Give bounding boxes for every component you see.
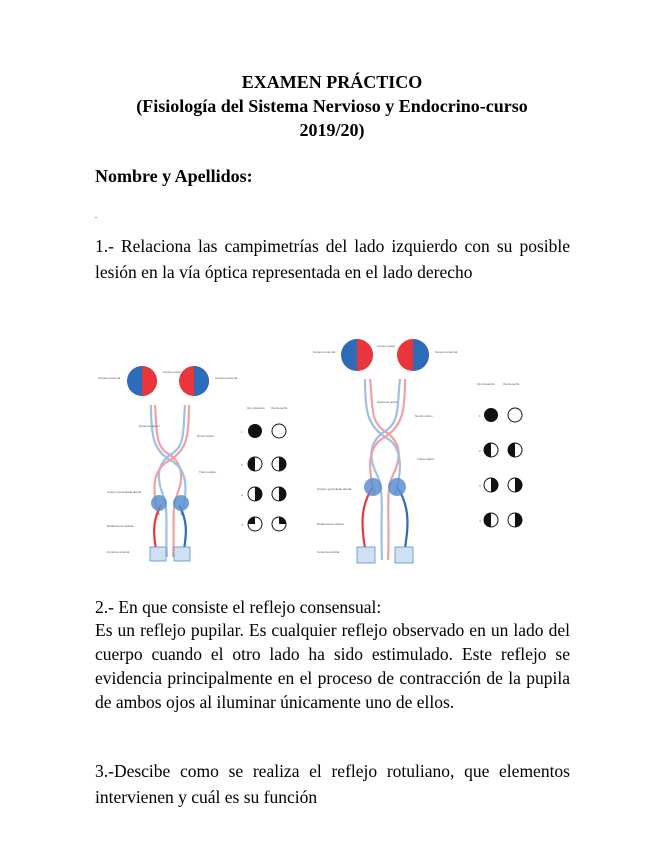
question-2: 2.- En que consiste el reflejo consensual: (95, 597, 382, 617)
label-lgn: Cuerpo geniculado lateral (317, 487, 352, 491)
figure-right-panel (313, 339, 522, 563)
label-nasal-field: Campo nasal (163, 370, 181, 374)
label-chiasm: Quiasma óptico (377, 400, 398, 404)
answer-2: Es un reflejo pupilar. Es cualquier reflejo observado en un lado del cuerpo cuando el otro lado ha sido estimulado. Este reflejo se evidencia principalmente en el proceso de contracción de la pupila de ambos ojos al iluminar únicamente uno de ellos. (95, 620, 570, 712)
campimetry-number: 2 (479, 449, 481, 453)
campimetry-number: 1 (479, 414, 481, 418)
label-left-eye: Ojo izquierdo (247, 406, 265, 410)
small-mark: . (95, 211, 97, 220)
campimetry-number: 4 (479, 519, 481, 523)
label-right-eye: Ojo derecho (503, 382, 520, 386)
name-label: Nombre y Apellidos: (95, 166, 253, 186)
campimetry-number: 1 (241, 430, 243, 434)
label-lgn: Cuerpo geniculado lateral (107, 490, 142, 494)
question-1: 1.- Relaciona las campimetrías del lado izquierdo con su posible lesión en la vía óptica representada en el lado derecho (95, 236, 570, 282)
exam-title: EXAMEN PRÁCTICO (241, 72, 423, 92)
label-radiations: Radiaciones ópticas (317, 522, 344, 526)
campimetry-number: 4 (241, 523, 243, 527)
campimetry-number: 2 (241, 463, 243, 467)
label-temporal-field: Campo temporal (98, 376, 121, 380)
campimetry-number: 3 (241, 493, 243, 497)
label-temporal-field-right: Campo temporal (215, 376, 238, 380)
label-chiasm: Quiasma óptico (139, 424, 160, 428)
question-3: 3.-Descibe como se realiza el reflejo rotuliano, que elementos intervienen y cuál es su función (95, 761, 570, 807)
label-radiations: Radiaciones ópticas (107, 524, 134, 528)
figure-left-panel (98, 366, 288, 561)
exam-subtitle-year: 2019/20) (299, 120, 365, 140)
label-left-eye: Ojo izquierdo (477, 382, 495, 386)
visual-pathway-figure (95, 335, 575, 570)
label-cortex: Corteza occipital (107, 550, 130, 554)
label-temporal-field-right: Campo temporal (435, 350, 458, 354)
label-optic-tract: Tracto óptico (199, 470, 217, 474)
campimetry-number: 3 (479, 484, 481, 488)
label-temporal-field: Campo temporal (313, 350, 336, 354)
label-optic-nerve: Nervio óptico (197, 434, 215, 438)
label-optic-nerve: Nervio óptico (415, 414, 433, 418)
label-optic-tract: Tracto óptico (417, 457, 435, 461)
label-cortex: Corteza occipital (317, 550, 340, 554)
label-right-eye: Ojo derecho (271, 406, 288, 410)
label-nasal-field: Campo nasal (377, 344, 395, 348)
exam-subtitle: (Fisiología del Sistema Nervioso y Endocrino-curso (136, 96, 528, 116)
